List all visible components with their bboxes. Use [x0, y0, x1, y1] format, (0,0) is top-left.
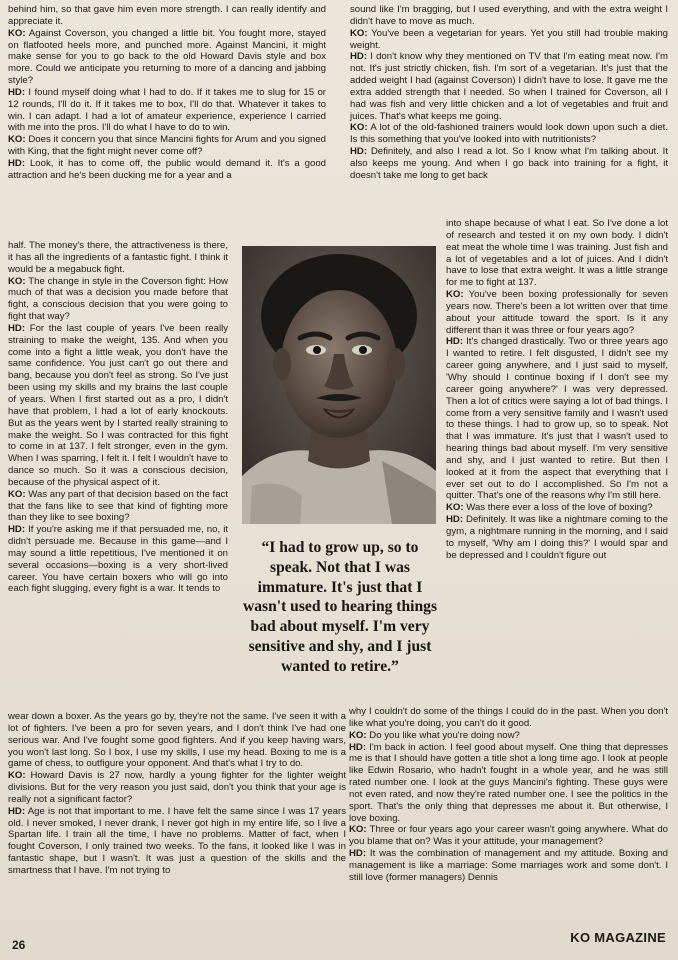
- column-right-narrow: [446, 218, 668, 561]
- paragraph: [349, 730, 668, 742]
- paragraph: [8, 134, 326, 158]
- speaker-label: KO:: [350, 27, 368, 39]
- paragraph: [350, 4, 668, 28]
- column-left-top: [8, 4, 326, 182]
- speaker-label: KO:: [349, 729, 367, 741]
- paragraph-text: You've been a vegetarian for years. Yet you still had trouble making weight.: [350, 27, 668, 51]
- paragraph-text: half. The money's there, the attractiveness is there, it has all the ingredients of a fantastic fight. I think it would be a megabuck fight.: [8, 240, 228, 275]
- paragraph: [446, 514, 668, 561]
- speaker-label: HD:: [8, 322, 26, 334]
- paragraph-text: It's changed drastically. Two or three years ago I wanted to retire. I felt disgusted, I didn't see my career going anywhere, and I just said to myself, 'Why should I continue boxing if I don't see my career going anywhere?' I was very depressed. Then a lot of critics were saying a lot of bad things. I come from a very sensitive family and I wasn't used to these things. I had to grow up, so to speak. Not that I was immature. It's just that I wasn't used to hearing things bad about myself. I'm very sensitive and shy, and I just wanted to retire. But then I looked at it from the aspect that everything that I ever set out to do I accomplished. So I'm not a quitter. That's one of the reasons why I'm still here.: [446, 336, 668, 502]
- column-right-top: [350, 4, 668, 182]
- paragraph: [446, 502, 668, 514]
- paragraph-text: I don't know why they mentioned on TV that I'm eating meat now. I'm not. It's just strictly chicken, fish. I'm sort of a vegetarian. It's just that the added weight I had (against Coverson) I didn't have to lose. It gave me the extra added strength that I needed. So when I trained for Coverson, all I had was fish and very little chicken and a lot of vegetables and fruit and juices. That's what keeps me going.: [350, 51, 669, 122]
- speaker-label: KO:: [8, 275, 26, 287]
- paragraph-text: The change in style in the Coverson fight: How much of that was a decision you made before that fight, a conscious decision that you were going to fight that way?: [8, 275, 228, 323]
- paragraph-text: Howard Davis is 27 now, hardly a young fighter for the lighter weight divisions. But for the very reason you just said, don't you think that your age is really not a significant factor?: [8, 770, 346, 805]
- speaker-label: HD:: [8, 805, 26, 817]
- paragraph: [349, 824, 668, 848]
- paragraph-text: You've been boxing professionally for seven years now. There's been a lot written over that time about your attitude toward the sport. Is it any different than it was three or four years ago?: [446, 289, 668, 336]
- speaker-label: HD:: [8, 86, 26, 98]
- paragraph: [349, 706, 668, 730]
- paragraph: [349, 742, 668, 825]
- speaker-label: KO:: [8, 27, 26, 39]
- paragraph-text: Do you like what you're doing now?: [369, 729, 520, 741]
- paragraph-text: Was any part of that decision based on the fact that the fans like to see that kind of fighting more than they like to see boxing?: [8, 488, 228, 524]
- paragraph-text: I'm back in action. I feel good about myself. One thing that depresses me is that I should have gotten a title shot a long time ago. I look at people like Edwin Rosario, who hadn't fought in a whole year, and he was still rated number one. I look at the guys Mancini's fighting. These guys were not even rated, and now they're rated number one. I see the politics in the sport. That's the only thing that depresses me about it. But otherwise, I love boxing.: [349, 741, 668, 824]
- paragraph-text: into shape because of what I eat. So I've done a lot of research and tested it on my own body. I didn't eat meat the whole time I was training. Just fish and a lot of vegetables and a lot of juices. And I didn't have to lose that extra weight. It was a little strange for me to fight at 137.: [446, 218, 668, 289]
- paragraph-text: Was there ever a loss of the love of boxing?: [466, 502, 653, 514]
- speaker-label: HD:: [446, 336, 464, 348]
- paragraph: [350, 51, 668, 122]
- paragraph-text: behind him, so that gave him even more strength. I can really identify and appreciate it.: [8, 4, 326, 27]
- column-bottom-left: [8, 711, 346, 877]
- speaker-label: HD:: [446, 514, 464, 526]
- paragraph-text: wear down a boxer. As the years go by, they're not the same. I've seen it with a lot of fighters. I've been a pro for seven years, and I don't think I've had one serious war. And I've fought some good fighters. And if you keep having wars, you won't last long. So I box, I use my skills, I use my head. Boxing to me is a game of chess, to outfigure your opponent. And that's what I try to do.: [8, 711, 346, 770]
- page-number: 26: [12, 938, 26, 952]
- paragraph-text: Against Coverson, you changed a little bit. You fought more, stayed on flatfooted heels more, and punched more. Against Mancini, it might make sense for you to go back to the old Howard Davis style and box more. Could we anticipate you returning to more of a dancing and jabbing style?: [8, 27, 326, 87]
- paragraph: [8, 158, 326, 182]
- speaker-label: KO:: [8, 770, 26, 782]
- speaker-label: KO:: [8, 488, 26, 500]
- paragraph-text: why I couldn't do some of the things I could do in the past. When you don't like what you're doing, you can't do it good.: [349, 706, 668, 729]
- paragraph: [8, 489, 228, 525]
- speaker-label: KO:: [446, 502, 464, 514]
- magazine-name: KO MAGAZINE: [570, 930, 666, 945]
- paragraph-text: sound like I'm bragging, but I used everything, and with the extra weight I didn't have to move as much.: [350, 4, 668, 27]
- speaker-label: HD:: [350, 51, 368, 63]
- paragraph: [446, 336, 668, 502]
- speaker-label: HD:: [8, 524, 26, 536]
- paragraph: [8, 4, 326, 28]
- paragraph: [8, 28, 326, 87]
- paragraph-text: Definitely. It was like a nightmare coming to the gym, a nightmare running in the morning, and I said to myself, 'Why am I doing this?' I would spar and be depressed and I couldn't figure out: [446, 514, 668, 561]
- speaker-label: KO:: [350, 122, 368, 134]
- paragraph-text: Does it concern you that since Mancini fights for Arum and you signed with King, that the fight might never come off?: [8, 134, 326, 158]
- paragraph: [350, 122, 668, 146]
- paragraph-text: For the last couple of years I've been really straining to make the weight, 135. And when you come into a fight a little weak, you don't have the same confidence. You just can't go out there and bang, because you don't feel as strong. So I've just been using my skills and my brains the last couple of years. When I first started out as a pro, I didn't have that problem, I had a lot of early knockouts. But as the years went by I started really straining to make the weight. So I was contracted for this fight to come in at 137. I felt stronger, even in the gym. When I was sparring, I felt it. I felt I wouldn't have to dance so much. So it was a conscious decision, because of the physical aspect of it.: [8, 322, 229, 488]
- paragraph: [8, 770, 346, 806]
- speaker-label: KO:: [446, 289, 464, 301]
- paragraph-text: It was the combination of management and my attitude. Boxing and management is like a marriage: Some marriages work and some don't. I still love (former managers) Dennis: [349, 848, 668, 883]
- pull-quote: “I had to grow up, so to speak. Not that I was immature. It's just that I wasn't used to hearing things bad about myself. I'm very sensitive and shy, and I just wanted to retire.”: [242, 539, 438, 675]
- paragraph: [446, 289, 668, 336]
- paragraph: [8, 711, 346, 770]
- paragraph-text: If you're asking me if that persuaded me, no, it didn't persuade me. Because in this game—and I may sound a little repetitious, I've mentioned it on several occasions—boxing is a very short-lived career. You have certain boxers who will go into each fight slugging, every fight is a war. It tends to: [8, 524, 228, 595]
- paragraph: [8, 524, 228, 595]
- boxer-portrait-photo: [242, 246, 436, 524]
- speaker-label: HD:: [350, 146, 368, 158]
- paragraph: [8, 240, 228, 276]
- speaker-label: KO:: [349, 824, 367, 836]
- speaker-label: HD:: [8, 157, 26, 169]
- paragraph: [350, 28, 668, 52]
- paragraph: [8, 276, 228, 323]
- paragraph: [8, 323, 228, 489]
- paragraph: [446, 218, 668, 289]
- paragraph-text: I found myself doing what I had to do. If it takes me to slug for 15 or 12 rounds, I'll do it. If it takes me to box, I'll do that. Whatever it takes to win. I can adapt. I had a lot of amateur experience, experience I carried with me into the pros. I'll do what I have to do to win.: [8, 86, 326, 134]
- speaker-label: HD:: [349, 741, 367, 753]
- paragraph-text: Definitely, and also I read a lot. So I know what I'm talking about. It also keeps me young. And when I go back into training for a fight, it doesn't take me long to get back: [350, 146, 668, 181]
- paragraph-text: Age is not that important to me. I have felt the same since I was 17 years old. I never smoked, I never drank, I never got high in my entire life, so I live a Spartan life. I train all the time, I have no problems. Matter of fact, when I fought Coverson, I only trained two weeks. To the fans, it looked like I was in fantastic shape, but I wasn't. It was just a question of the skills and the smartness that I have. I'm not trying to: [8, 805, 346, 876]
- paragraph: [8, 87, 326, 134]
- paragraph-text: Look, it has to come off, the public would demand it. It's a good attraction and he's been ducking me for a year and a: [8, 157, 326, 181]
- column-bottom-right: [349, 706, 668, 884]
- speaker-label: KO:: [8, 134, 26, 146]
- paragraph-text: A lot of the old-fashioned trainers would look down upon such a diet. Is this something that you've looked into with nutritionists?: [350, 122, 668, 146]
- paragraph: [350, 146, 668, 182]
- paragraph: [349, 848, 668, 884]
- column-left-narrow: [8, 240, 228, 595]
- paragraph-text: Three or four years ago your career wasn't going anywhere. What do you blame that on? Was it your attitude, your management?: [349, 824, 668, 848]
- speaker-label: HD:: [349, 848, 367, 860]
- paragraph: [8, 806, 346, 877]
